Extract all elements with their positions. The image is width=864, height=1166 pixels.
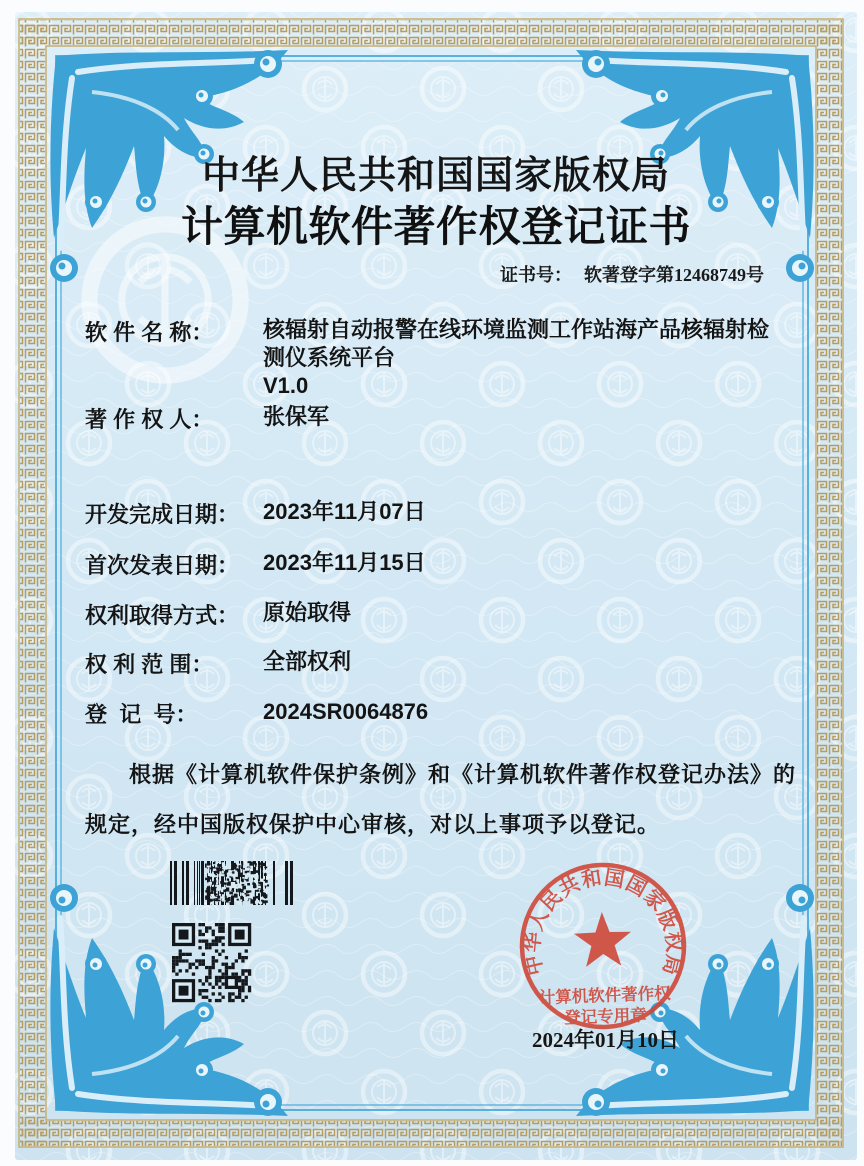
certificate-number-label: 证书号： [500,265,572,285]
field-dev-complete-date [85,498,783,529]
field-copyright-owner [85,403,783,434]
field-value [263,316,783,400]
field-software-name [85,316,783,400]
field-label: 登 记 号： [85,702,198,727]
field-value: 原始取得 [263,600,352,625]
certificate-number-value: 软著登字第12468749号 [584,265,764,285]
field-label: 权利取得方式： [85,603,240,628]
software-version-text: V1.0 [263,373,309,398]
barcode [170,861,301,905]
field-label: 开发完成日期： [85,502,240,527]
field-label: 首次发表日期： [85,553,240,578]
field-right-acquisition [85,599,783,630]
issue-date: 2024年01月10日 [532,1028,679,1052]
certificate-number [500,261,764,287]
field-registration-no [85,698,783,729]
field-value: 全部权利 [263,649,352,674]
field-first-publish-date [85,549,783,580]
registration-statement: 根据《计算机软件保护条例》和《计算机软件著作权登记办法》的规定，经中国版权保护中心审核，对以上事项予以登记。 [85,762,797,837]
qr-code [172,922,252,1004]
field-value: 张保军 [263,404,330,429]
field-label: 著 作 权 人： [85,407,214,432]
issuing-authority: 中华人民共和国国家版权局 [201,155,670,197]
seal-line2: 登记专用章 [563,1006,648,1028]
field-right-scope [85,648,783,679]
official-seal [508,851,698,1041]
seal-star [573,911,632,967]
certificate-title: 计算机软件著作权登记证书 [180,205,691,251]
field-value: 2023年11月07日 [263,499,426,524]
seal-arc-text: 中华人民共和国国家版权局 [520,866,686,979]
field-label: 权 利 范 围： [85,652,214,677]
field-label: 软 件 名 称： [85,320,214,345]
field-value: 2024SR0064876 [263,699,429,724]
software-name-text: 核辐射自动报警在线环境监测工作站海产品核辐射检测仪系统平台 [263,317,770,370]
field-value: 2023年11月15日 [263,550,426,575]
seal-line1: 计算机软件著作权 [538,984,672,1008]
